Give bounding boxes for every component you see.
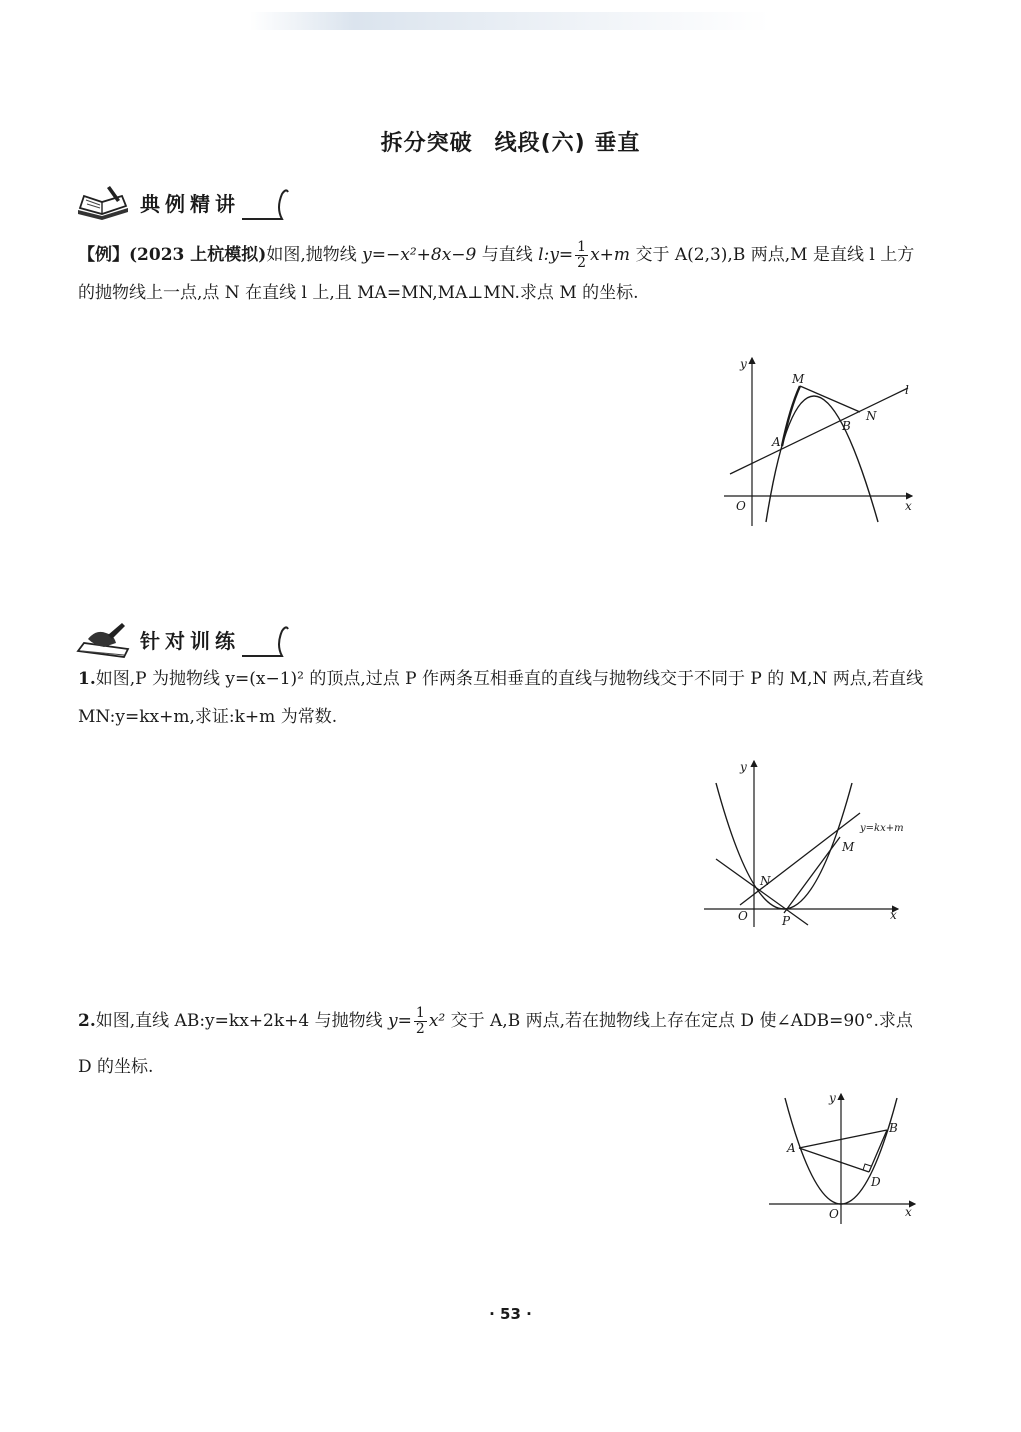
label-y: y (740, 357, 747, 371)
label-m: M (792, 372, 805, 386)
example-text-1: 如图,抛物线 (266, 245, 363, 265)
question-1 (78, 660, 924, 736)
label-d: D (871, 1175, 881, 1189)
parabola (716, 783, 852, 909)
line-pn (716, 859, 808, 925)
figure-question-2 (765, 1090, 925, 1230)
question-2 (78, 998, 924, 1090)
header-underline (242, 184, 292, 222)
section-header-examples (74, 183, 292, 223)
q2-text-2: 交于 A,B 两点,若在抛物线上存在定点 D 使∠ADB=90°.求点 D 的坐标. (78, 1011, 913, 1077)
label-y: y (740, 760, 747, 774)
label-x: x (905, 1205, 912, 1219)
figure-example (720, 350, 920, 530)
figure-question-1 (700, 755, 925, 935)
segment-ad (799, 1148, 869, 1172)
label-m: M (842, 840, 855, 854)
example-line-eq-a: l:y= (538, 245, 574, 265)
label-b: B (842, 419, 851, 433)
title-part2: 线段(六) 垂直 (494, 131, 641, 156)
example-fraction (575, 240, 588, 271)
example-source: (2023 上杭模拟) (129, 245, 267, 265)
section-label-practice: 针对训练 (140, 628, 240, 653)
label-x: x (905, 499, 912, 513)
label-n: N (760, 874, 771, 888)
label-y: y (829, 1091, 836, 1105)
q2-text-1: 如图,直线 AB:y=kx+2k+4 与抛物线 (95, 1011, 389, 1031)
label-x: x (890, 908, 897, 922)
hand-writing-icon (74, 621, 132, 659)
q2-fraction (414, 1006, 427, 1037)
label-l: l (905, 383, 909, 397)
title-part1: 拆分突破 (380, 131, 473, 156)
q2-parabola-eq-b: x² (428, 1011, 446, 1031)
segment-bd (869, 1130, 887, 1172)
page-title (0, 126, 1021, 157)
segment-ma (782, 386, 800, 446)
header-underline (242, 621, 292, 659)
fraction-denominator: 2 (577, 255, 587, 271)
example-paragraph (78, 236, 924, 312)
parabola (766, 396, 878, 522)
label-b: B (889, 1121, 898, 1135)
fraction-denominator: 2 (415, 1021, 425, 1037)
example-text-3: 交于 A(2,3),B 两点,M 是直线 l 上方的抛物线上一点,点 N 在直线 l 上,且 MA=MN,MA⊥MN.求点 M 的坐标. (78, 245, 915, 303)
segment-ab (799, 1130, 887, 1148)
label-n: N (866, 409, 877, 423)
label-a: A (787, 1141, 796, 1155)
example-text-2: 与直线 (476, 245, 539, 265)
label-o: O (738, 909, 748, 923)
section-label-examples: 典例精讲 (140, 191, 240, 216)
example-tag: 【例】 (78, 245, 129, 265)
example-line-eq-b: x+m (590, 245, 631, 265)
q1-text: 如图,P 为抛物线 y=(x−1)² 的顶点,过点 P 作两条互相垂直的直线与抛物线交于不同于 P 的 M,N 两点,若直线 MN:y=kx+m,求证:k+m 为常数. (78, 669, 924, 727)
q1-number: 1. (78, 669, 96, 689)
section-header-practice (74, 620, 292, 660)
book-pen-icon (74, 184, 132, 222)
label-o: O (736, 499, 746, 513)
fraction-numerator: 1 (415, 1005, 425, 1021)
label-a: A (772, 435, 781, 449)
fraction-numerator: 1 (577, 239, 587, 255)
example-parabola-eq: y=−x²+8x−9 (362, 245, 477, 265)
q2-number: 2. (78, 1011, 96, 1031)
scan-shadow (250, 12, 770, 30)
label-o: O (829, 1207, 839, 1221)
label-p: P (782, 914, 791, 928)
segment-mn (800, 386, 860, 412)
page-number: · 53 · (489, 1305, 532, 1323)
q2-parabola-eq-a: y= (388, 1011, 412, 1031)
line-l (730, 388, 908, 474)
label-line-eq: y=kx+m (860, 823, 904, 834)
line-pm (784, 837, 840, 913)
